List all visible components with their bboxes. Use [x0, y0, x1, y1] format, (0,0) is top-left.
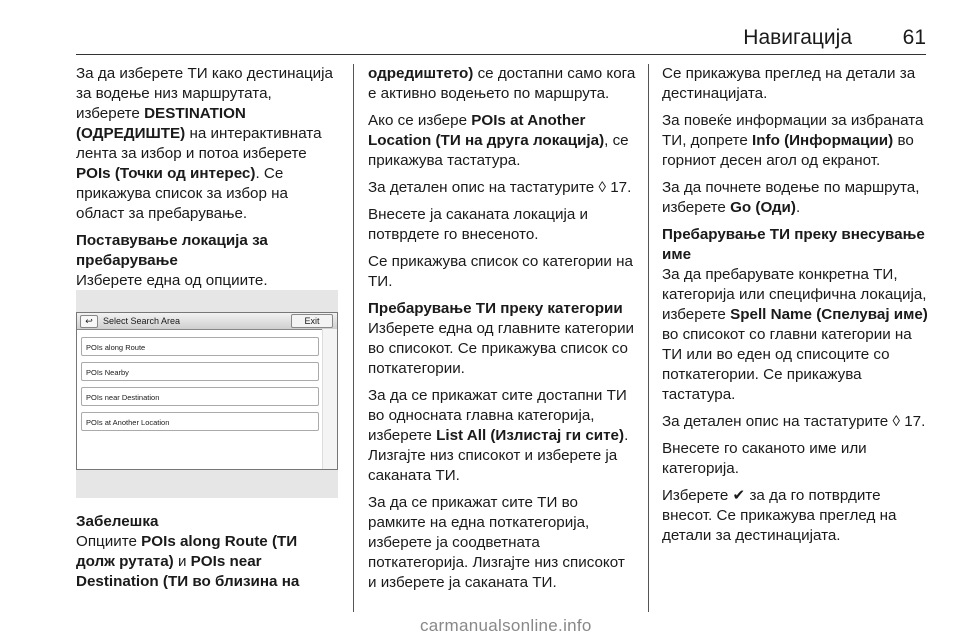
option-pois-nearby: POIs Nearby [81, 362, 319, 381]
text-run: Опциите [76, 533, 142, 550]
bold-term: Info (Информации) [752, 132, 894, 149]
text-run: во списокот со главни категории на ТИ или во еден од списоците со поткатегории. Се прикажува тастатура. [662, 326, 912, 403]
watermark: carmanualsonline.info [420, 616, 592, 635]
paragraph: Внесете ја саканата локација и потврдете го внесеното. [368, 206, 589, 243]
bold-term: DESTINATION (ОДРЕДИШТЕ) [76, 105, 246, 142]
section-heading: Пребарување ТИ преку категории [368, 300, 623, 317]
screenshot-figure [76, 290, 338, 498]
screen-side-strip [322, 329, 337, 469]
text-run: За да изберете ТИ како дестинација за водење низ маршрутата, изберете [76, 65, 333, 122]
bold-term: Spell Name (Спелувај име) [730, 306, 928, 323]
column-divider [648, 64, 649, 612]
text-run: . Лизгајте низ списокот и изберете ја саканата ТИ. [368, 427, 629, 484]
screen-title: Select Search Area [103, 316, 181, 326]
column-2 [368, 64, 636, 600]
bold-term: POIs near Destination (ТИ во близина на [76, 553, 300, 590]
paragraph [368, 386, 636, 486]
paragraph: Се прикажува список со категории на ТИ. [368, 253, 633, 290]
bold-term: POIs along Route (ТИ долж рутата) [76, 533, 298, 570]
column-divider [353, 64, 354, 612]
paragraph [662, 265, 928, 405]
screen-title-bar [77, 313, 337, 330]
paragraph [76, 532, 338, 592]
paragraph [368, 111, 636, 171]
text-run: во горниот десен агол од екранот. [662, 132, 914, 169]
exit-button: Exit [291, 314, 333, 328]
text-run: За да се прикажат сите достапни ТИ во односната главна категорија, изберете [368, 387, 627, 444]
column-1 [76, 64, 338, 298]
paragraph [368, 64, 636, 104]
text-run: За да почнете водење по маршрута, изберете [662, 179, 920, 216]
text-run: За повеќе информации за избраната ТИ, допрете [662, 112, 924, 149]
paragraph [76, 64, 338, 224]
bold-term: POIs (Точки од интерес) [76, 165, 256, 182]
paragraph [662, 111, 928, 171]
paragraph: Изберете една од опциите. [76, 272, 268, 289]
text-run: . [795, 199, 801, 216]
page-header [76, 26, 926, 54]
text-run: се достапни само кога е активно водењето по маршрута. [368, 65, 636, 102]
text-run: . Се прикажува список за избор на област за пребарување. [76, 165, 288, 222]
text-run: Ако се избере [368, 112, 472, 129]
header-rule [76, 54, 926, 55]
option-pois-another-location: POIs at Another Location [81, 412, 319, 431]
text-run: , се прикажува тастатура. [368, 132, 629, 169]
paragraph [662, 178, 928, 218]
bold-term: List All (Излистај ги сите) [436, 427, 625, 444]
option-pois-near-destination: POIs near Destination [81, 387, 319, 406]
bold-term: одредиштето) [368, 65, 474, 82]
paragraph: Се прикажува преглед на детали за дестинацијата. [662, 65, 916, 102]
page-number: 61 [902, 26, 926, 49]
text-run: на интерактивната лента за избор и потоа изберете [76, 125, 322, 162]
back-icon: ↩ [80, 315, 98, 328]
paragraph: Внесете го саканото име или категорија. [662, 440, 867, 477]
bold-term: POIs at Another Location (ТИ на друга локација) [368, 112, 605, 149]
paragraph: Изберете една од главните категории во списокот. Се прикажува список со поткатегории. [368, 320, 635, 377]
text-run: и [173, 553, 191, 570]
paragraph: За детален опис на тастатурите ◊ 17. [662, 413, 926, 430]
section-heading: Поставување локација за пребарување [76, 232, 268, 269]
note-heading: Забелешка [76, 513, 159, 530]
column-3 [662, 64, 928, 553]
bold-term: Go (Оди) [730, 199, 796, 216]
page-title: Навигација [743, 26, 852, 49]
search-area-screen [76, 312, 338, 470]
paragraph: За детален опис на тастатурите ◊ 17. [368, 179, 632, 196]
text-run: За да пребарувате конкретна ТИ, категорија или специфична локација, изберете [662, 266, 927, 323]
note-block [76, 512, 338, 599]
section-heading: Пребарување ТИ преку внесување име [662, 226, 925, 263]
option-pois-along-route: POIs along Route [81, 337, 319, 356]
paragraph: Изберете ✔ за да го потврдите внесот. Се прикажува преглед на детали за дестинацијата. [662, 487, 897, 544]
paragraph: За да се прикажат сите ТИ во рамките на една поткатегорија, изберете ја соодветната поткатегорија. Лизгајте низ списокот и изберете ја саканата ТИ. [368, 494, 625, 591]
